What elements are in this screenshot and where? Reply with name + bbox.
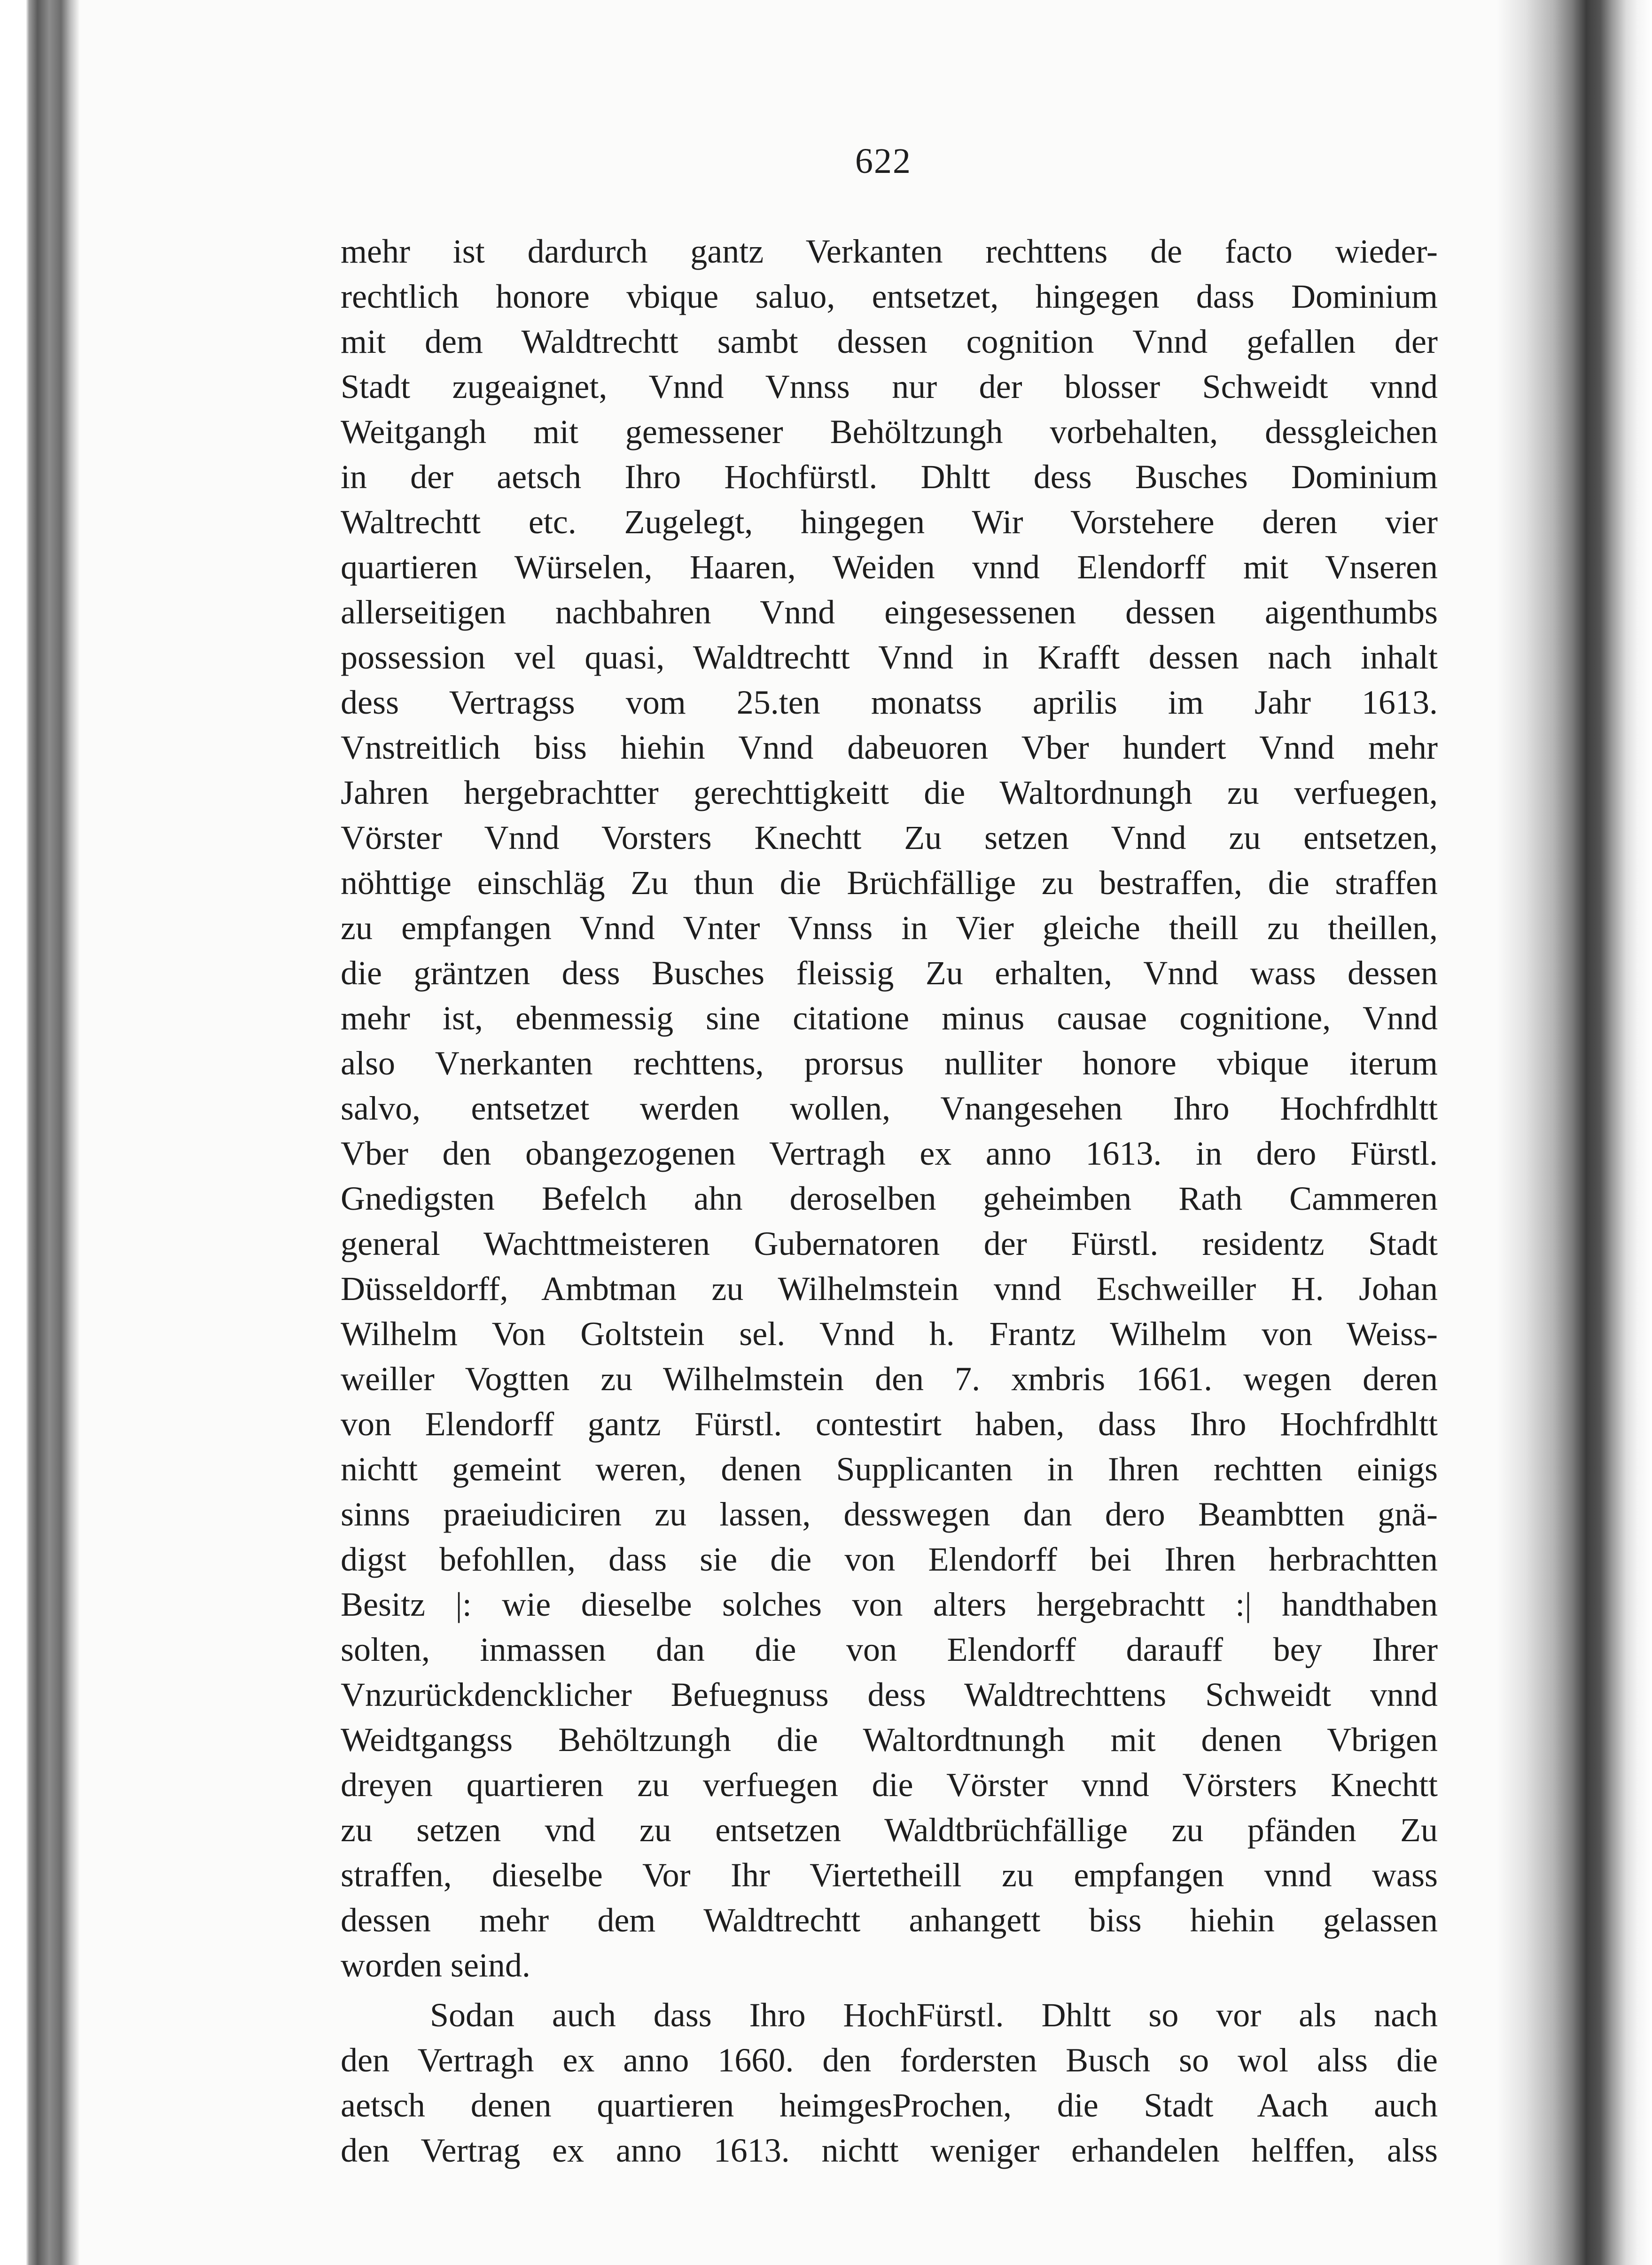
text-line: Jahren hergebrachtter gerechttigkeitt die Waltordnungh zu verfuegen, <box>341 774 1438 811</box>
scan-left-edge-shadow <box>0 0 80 2265</box>
text-line: solten, inmassen dan die von Elendorff darauff bey Ihrer <box>341 1631 1438 1668</box>
text-line: den Vertragh ex anno 1660. den fordersten Busch so wol alss die <box>341 2041 1438 2079</box>
text-line: zu empfangen Vnnd Vnter Vnnss in Vier gleiche theill zu theillen, <box>341 909 1438 947</box>
text-line: Vnzurückdencklicher Befuegnuss dess Waldtrechttens Schweidt vnnd <box>341 1676 1438 1713</box>
text-line: weiller Vogtten zu Wilhelmstein den 7. xmbris 1661. wegen deren <box>341 1360 1438 1398</box>
text-line: Besitz |: wie dieselbe solches von alters hergebrachtt :| handthaben <box>341 1586 1438 1623</box>
text-line: den Vertrag ex anno 1613. nichtt weniger erhandelen helffen, alss <box>341 2132 1438 2169</box>
text-line: Stadt zugeaignet, Vnnd Vnnss nur der blosser Schweidt vnnd <box>341 368 1438 405</box>
text-line: Weitgangh mit gemessener Behöltzungh vorbehalten, dessgleichen <box>341 413 1438 451</box>
text-line: Waltrechtt etc. Zugelegt, hingegen Wir Vorstehere deren vier <box>341 503 1438 541</box>
text-line: dessen mehr dem Waldtrechtt anhangett biss hiehin gelassen <box>341 1901 1438 1939</box>
body-text <box>341 229 1438 2173</box>
text-line: mit dem Waldtrechtt sambt dessen cognition Vnnd gefallen der <box>341 323 1438 360</box>
text-line: Vnstreitlich biss hiehin Vnnd dabeuoren Vber hundert Vnnd mehr <box>341 729 1438 766</box>
text-line: Vörster Vnnd Vorsters Knechtt Zu setzen Vnnd zu entsetzen, <box>341 819 1438 856</box>
text-line: rechtlich honore vbique saluo, entsetzet, hingegen dass Dominium <box>341 278 1438 315</box>
text-line: nöhttige einschläg Zu thun die Brüchfällige zu bestraffen, die straffen <box>341 864 1438 902</box>
text-line: mehr ist dardurch gantz Verkanten rechttens de facto wieder- <box>341 233 1438 270</box>
text-line: quartieren Würselen, Haaren, Weiden vnnd Elendorff mit Vnseren <box>341 548 1438 586</box>
text-line: Weidtgangss Behöltzungh die Waltordtnungh mit denen Vbrigen <box>341 1721 1438 1759</box>
text-line: Düsseldorff, Ambtman zu Wilhelmstein vnnd Eschweiller H. Johan <box>341 1270 1438 1308</box>
text-line: digst befohllen, dass sie die von Elendorff bei Ihren herbrachtten <box>341 1541 1438 1578</box>
paragraph-end-line: worden seind. <box>341 1946 530 1984</box>
paragraph-start-line: Sodan auch dass Ihro HochFürstl. Dhltt so vor als nach <box>430 1996 1438 2034</box>
text-line: von Elendorff gantz Fürstl. contestirt haben, dass Ihro Hochfrdhltt <box>341 1405 1438 1443</box>
text-line: dess Vertragss vom 25.ten monatss aprilis im Jahr 1613. <box>341 684 1438 721</box>
text-line: sinns praeiudiciren zu lassen, desswegen dan dero Beambtten gnä- <box>341 1495 1438 1533</box>
text-line: dreyen quartieren zu verfuegen die Vörster vnnd Vörsters Knechtt <box>341 1766 1438 1804</box>
text-line: Vber den obangezogenen Vertragh ex anno 1613. in dero Fürstl. <box>341 1135 1438 1172</box>
text-line: nichtt gemeint weren, denen Supplicanten in Ihren rechtten einigs <box>341 1450 1438 1488</box>
text-line: Gnedigsten Befelch ahn deroselben geheimben Rath Cammeren <box>341 1180 1438 1217</box>
text-line: possession vel quasi, Waldtrechtt Vnnd in Krafft dessen nach inhalt <box>341 638 1438 676</box>
scan-right-edge-shadow <box>1497 0 1652 2265</box>
text-line: allerseitigen nachbahren Vnnd eingesessenen dessen aigenthumbs <box>341 593 1438 631</box>
text-line: also Vnerkanten rechttens, prorsus nulliter honore vbique iterum <box>341 1044 1438 1082</box>
text-line: zu setzen vnd zu entsetzen Waldtbrüchfällige zu pfänden Zu <box>341 1811 1438 1849</box>
page-number: 622 <box>855 141 912 181</box>
text-line: mehr ist, ebenmessig sine citatione minus causae cognitione, Vnnd <box>341 999 1438 1037</box>
text-line: Wilhelm Von Goltstein sel. Vnnd h. Frantz Wilhelm von Weiss- <box>341 1315 1438 1353</box>
text-line: salvo, entsetzet werden wollen, Vnangesehen Ihro Hochfrdhltt <box>341 1090 1438 1127</box>
text-line: straffen, dieselbe Vor Ihr Viertetheill zu empfangen vnnd wass <box>341 1856 1438 1894</box>
text-line: die gräntzen dess Busches fleissig Zu erhalten, Vnnd wass dessen <box>341 954 1438 992</box>
text-line: aetsch denen quartieren heimgesProchen, die Stadt Aach auch <box>341 2086 1438 2124</box>
text-line: general Wachttmeisteren Gubernatoren der Fürstl. residentz Stadt <box>341 1225 1438 1262</box>
text-line: in der aetsch Ihro Hochfürstl. Dhltt dess Busches Dominium <box>341 458 1438 496</box>
